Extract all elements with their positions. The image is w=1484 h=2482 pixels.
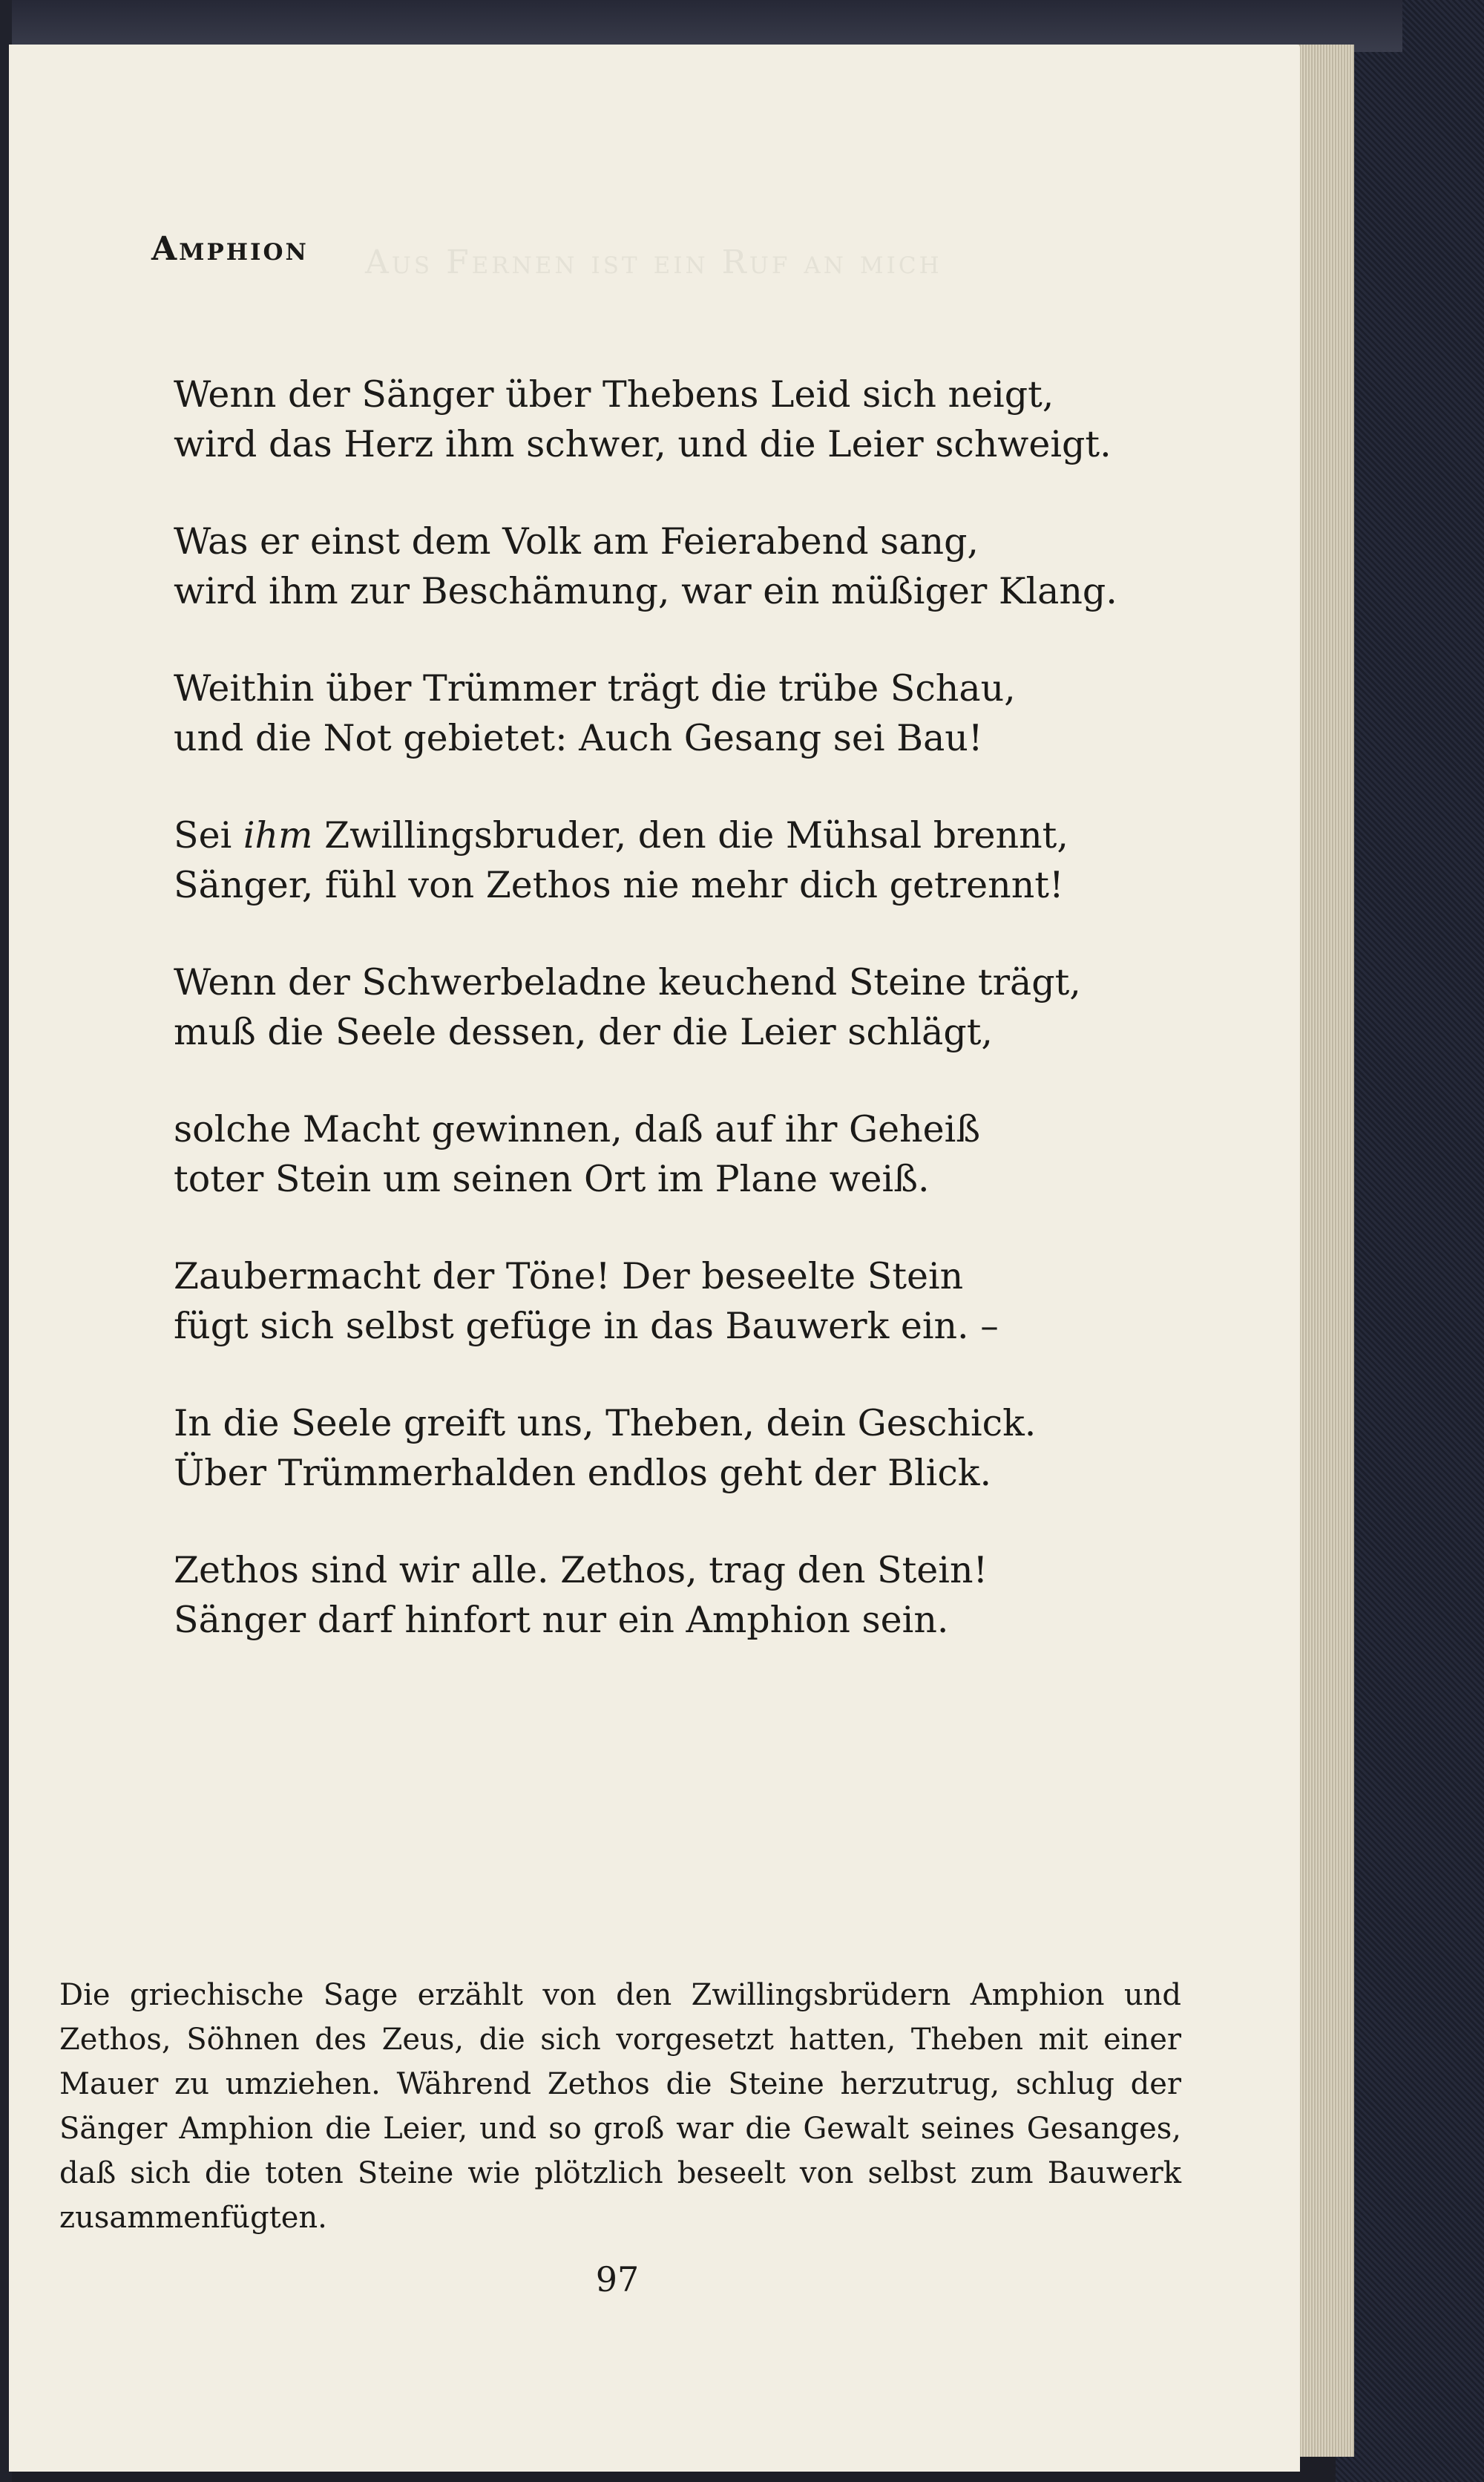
line-text: Zethos sind wir alle. Zethos, trag den Stein!	[174, 1549, 988, 1591]
line-text: wird das Herz ihm schwer, und die Leier schweigt.	[174, 423, 1112, 465]
poem-line	[174, 664, 1287, 713]
stanza	[174, 811, 1287, 910]
poem	[174, 370, 1287, 1692]
stanza	[174, 1398, 1287, 1498]
poem-line	[174, 1104, 1287, 1154]
line-text: Sei	[174, 814, 243, 857]
line-text: Zwillingsbruder, den die Mühsal brennt,	[312, 814, 1068, 857]
line-text: toter Stein um seinen Ort im Plane weiß.	[174, 1158, 930, 1200]
book-cover-cloth	[1336, 0, 1484, 2482]
poem-line	[174, 370, 1287, 419]
page-number: 97	[595, 2259, 640, 2299]
line-text: muß die Seele dessen, der die Leier schlägt,	[174, 1011, 993, 1053]
show-through-heading: Aus Fernen ist ein Ruf an mich	[365, 243, 942, 281]
poem-line	[174, 1154, 1287, 1204]
line-text: Wenn der Schwerbeladne keuchend Steine trägt,	[174, 961, 1081, 1003]
poem-line	[174, 811, 1287, 860]
poem-line	[174, 1448, 1287, 1498]
poem-line	[174, 713, 1287, 763]
emphasized-word: ihm	[243, 814, 313, 857]
footnote: Die griechische Sage erzählt von den Zwillingsbrüdern Amphion und Zethos, Söhnen des Zeus, die sich vorgesetzt hatten, Theben mit einer Mauer zu umziehen. Während Zethos die Steine herzutrug, schlug der Sänger Amphion die Leier, und so groß war die Gewalt seines Gesanges, daß sich die toten Steine wie plötzlich beseelt von selbst zum Bauwerk zusammenfügten.	[59, 1978, 1181, 2235]
line-text: fügt sich selbst gefüge in das Bauwerk ein. –	[174, 1305, 999, 1347]
poem-line	[174, 1398, 1287, 1448]
poem-line	[174, 517, 1287, 566]
line-text: Was er einst dem Volk am Feierabend sang,	[174, 520, 979, 563]
page-edges	[1295, 45, 1354, 2457]
line-text: Über Trümmerhalden endlos geht der Blick.	[174, 1452, 992, 1494]
poem-line	[174, 1007, 1287, 1057]
poem-line	[174, 1251, 1287, 1301]
poem-line	[174, 566, 1287, 616]
poem-line	[174, 1545, 1287, 1595]
stanza	[174, 664, 1287, 763]
line-text: Weithin über Trümmer trägt die trübe Schau,	[174, 667, 1016, 710]
poem-line	[174, 1595, 1287, 1645]
line-text: Sänger darf hinfort nur ein Amphion sein.	[174, 1599, 949, 1641]
poem-line	[174, 419, 1287, 469]
stanza	[174, 957, 1287, 1057]
stanza	[174, 1251, 1287, 1351]
poem-line	[174, 860, 1287, 910]
line-text: und die Not gebietet: Auch Gesang sei Bau!	[174, 717, 983, 759]
line-text: Wenn der Sänger über Thebens Leid sich neigt,	[174, 373, 1054, 416]
book-page	[9, 45, 1300, 2472]
stanza	[174, 1104, 1287, 1204]
stanza	[174, 370, 1287, 469]
line-text: solche Macht gewinnen, daß auf ihr Geheiß	[174, 1108, 981, 1150]
stanza	[174, 1545, 1287, 1645]
poem-line	[174, 1301, 1287, 1351]
line-text: Zaubermacht der Töne! Der beseelte Stein	[174, 1255, 964, 1297]
poem-line	[174, 957, 1287, 1007]
stanza	[174, 517, 1287, 616]
line-text: wird ihm zur Beschämung, war ein müßiger Klang.	[174, 570, 1117, 612]
line-text: Sänger, fühl von Zethos nie mehr dich getrennt!	[174, 864, 1064, 906]
line-text: In die Seele greift uns, Theben, dein Geschick.	[174, 1402, 1037, 1444]
poem-title: Amphion	[151, 230, 309, 268]
